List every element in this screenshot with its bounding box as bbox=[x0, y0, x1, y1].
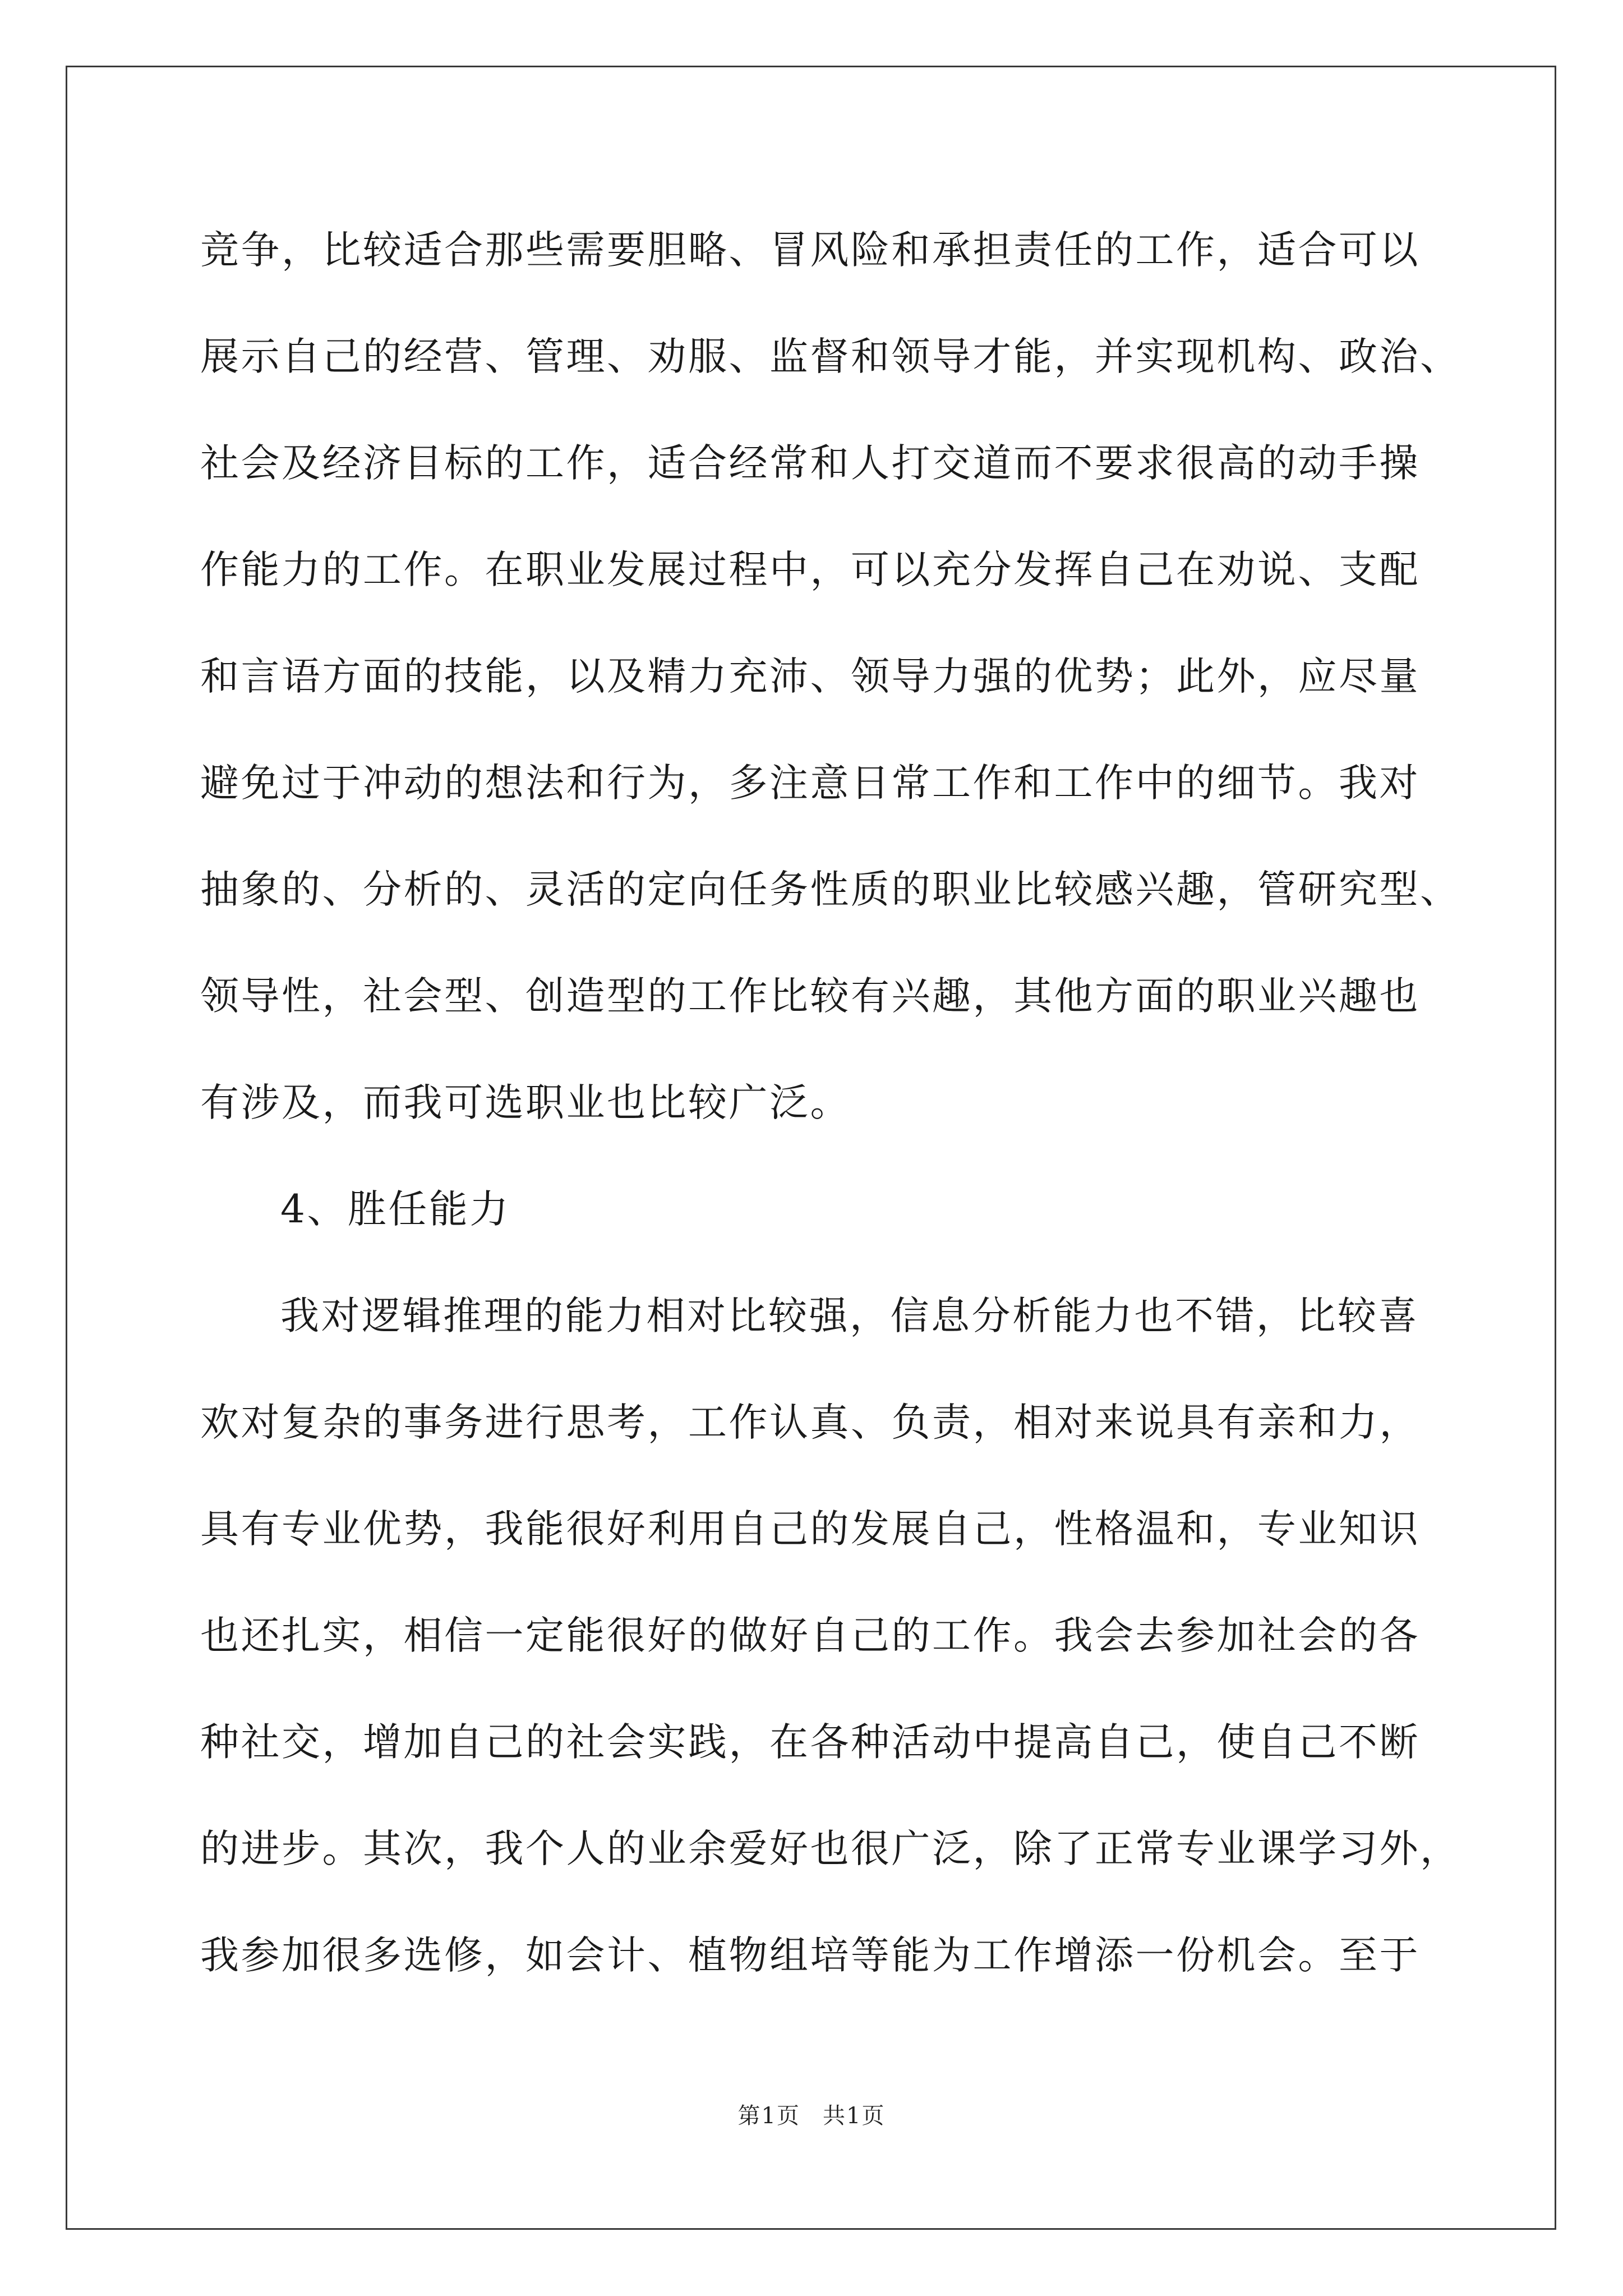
body-line-4: 作能力的工作。在职业发展过程中，可以充分发挥自己在劝说、支配 bbox=[200, 547, 1420, 592]
body-line-1: 竞争，比较适合那些需要胆略、冒风险和承担责任的工作，适合可以 bbox=[200, 228, 1420, 273]
body-line-8: 领导性，社会型、创造型的工作比较有兴趣，其他方面的职业兴趣也 bbox=[200, 974, 1420, 1019]
body-line-7: 抽象的、分析的、灵活的定向任务性质的职业比较感兴趣，管研究型、 bbox=[200, 867, 1461, 912]
body-line-5: 和言语方面的技能，以及精力充沛、领导力强的优势；此外，应尽量 bbox=[200, 654, 1420, 699]
page-border bbox=[66, 66, 1556, 2230]
page-footer bbox=[0, 2098, 1623, 2130]
body-line-17: 我参加很多选修，如会计、植物组培等能为工作增添一份机会。至于 bbox=[200, 1933, 1420, 1978]
body-line-12: 欢对复杂的事务进行思考，工作认真、负责，相对来说具有亲和力， bbox=[200, 1400, 1420, 1445]
body-line-13: 具有专业优势，我能很好利用自己的发展自己，性格温和，专业知识 bbox=[200, 1507, 1420, 1552]
body-line-16: 的进步。其次，我个人的业余爱好也很广泛，除了正常专业课学习外， bbox=[200, 1826, 1461, 1871]
page-number: 第1页 bbox=[737, 2103, 800, 2129]
body-line-6: 避免过于冲动的想法和行为，多注意日常工作和工作中的细节。我对 bbox=[200, 761, 1420, 806]
body-line-15: 种社交，增加自己的社会实践，在各种活动中提高自己，使自己不断 bbox=[200, 1720, 1420, 1765]
page-total: 共1页 bbox=[823, 2103, 886, 2129]
body-line-3: 社会及经济目标的工作，适合经常和人打交道而不要求很高的动手操 bbox=[200, 441, 1420, 486]
body-line-11: 我对逻辑推理的能力相对比较强，信息分析能力也不错，比较喜 bbox=[280, 1294, 1419, 1338]
section-heading: 4、胜任能力 bbox=[280, 1187, 510, 1232]
body-line-14: 也还扎实，相信一定能很好的做好自己的工作。我会去参加社会的各 bbox=[200, 1613, 1420, 1658]
body-line-2: 展示自己的经营、管理、劝服、监督和领导才能，并实现机构、政治、 bbox=[200, 334, 1461, 379]
body-line-9: 有涉及，而我可选职业也比较广泛。 bbox=[200, 1080, 851, 1125]
